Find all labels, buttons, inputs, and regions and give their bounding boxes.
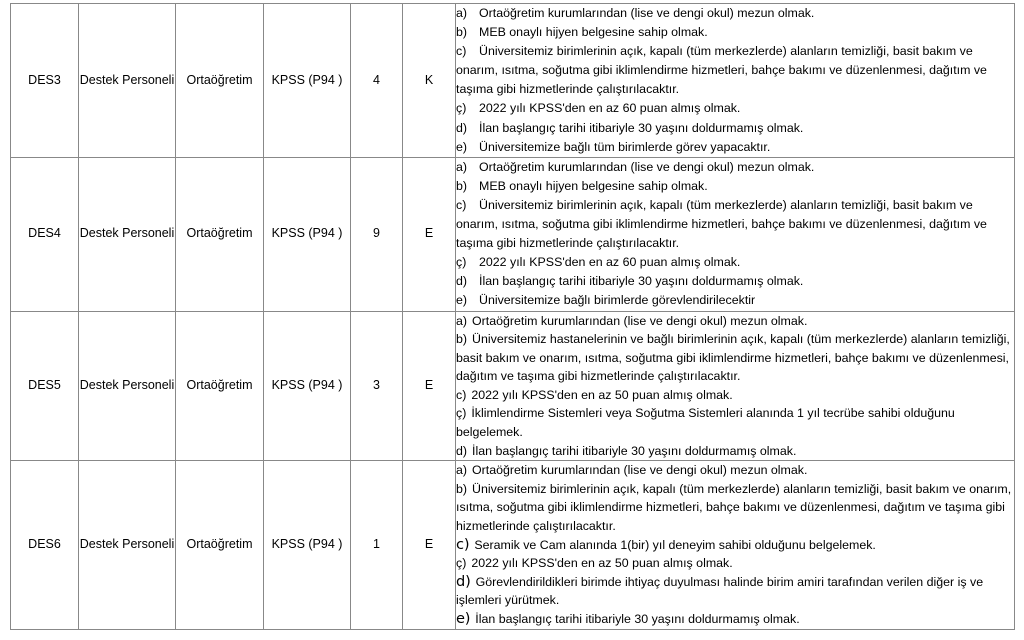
requirement-marker: d) <box>456 443 468 458</box>
requirement-item <box>456 386 1014 405</box>
cell-exam-type: KPSS (P94 ) <box>264 4 351 158</box>
table-row <box>11 4 1015 158</box>
requirement-marker: c) <box>456 44 467 59</box>
cell-position-title: Destek Personeli <box>79 461 176 629</box>
requirement-text: Üniversitemiz hastanelerinin ve bağlı birimlerinin açık, kapalı (tüm merkezlerde) alanların temizliği, basit bakım ve onarım, ısıtma, soğutma gibi iklimlendirme hizmetleri, bahçe bakımı ve düzenlenmesi, dağıtım ve taşıma gibi hizmetlerinde çalıştırılacaktır. <box>456 332 1010 384</box>
requirement-item <box>456 119 1014 138</box>
requirement-text: Seramik ve Cam alanında 1(bir) yıl deneyim sahibi olduğunu belgelemek. <box>474 537 876 552</box>
cell-exam-type: KPSS (P94 ) <box>264 461 351 629</box>
requirement-text: İklimlendirme Sistemleri veya Soğutma Sistemleri alanında 1 yıl tecrübe sahibi olduğunu belgelemek. <box>456 406 955 440</box>
requirement-item <box>456 480 1014 536</box>
cell-position-title: Destek Personeli <box>79 4 176 158</box>
requirement-text: İlan başlangıç tarihi itibariyle 30 yaşını doldurmamış olmak. <box>472 443 797 458</box>
requirement-text: Üniversitemize bağlı tüm birimlerde görev yapacaktır. <box>479 139 771 154</box>
requirement-marker: e) <box>456 610 471 627</box>
cell-position-title: Destek Personeli <box>79 311 176 461</box>
table-row <box>11 461 1015 629</box>
requirement-item <box>456 442 1014 461</box>
requirement-text: Ortaöğretim kurumlarından (lise ve dengi okul) mezun olmak. <box>479 159 815 174</box>
requirement-item <box>456 291 1014 310</box>
requirement-text: MEB onaylı hijyen belgesine sahip olmak. <box>479 25 708 40</box>
requirement-marker: b) <box>456 25 468 40</box>
table-row <box>11 157 1015 311</box>
requirement-item <box>456 253 1014 272</box>
cell-gender: K <box>403 4 456 158</box>
cell-requirements <box>456 461 1015 629</box>
requirement-text: İlan başlangıç tarihi itibariyle 30 yaşını doldurmamış olmak. <box>479 274 804 289</box>
requirement-text: Ortaöğretim kurumlarından (lise ve dengi okul) mezun olmak. <box>472 313 808 328</box>
cell-quantity: 9 <box>351 157 403 311</box>
requirement-item <box>456 272 1014 291</box>
requirement-text: İlan başlangıç tarihi itibariyle 30 yaşını doldurmamış olmak. <box>475 612 800 626</box>
requirement-text: 2022 yılı KPSS'den en az 60 puan almış olmak. <box>479 255 741 270</box>
cell-quantity: 1 <box>351 461 403 629</box>
requirement-item <box>456 4 1014 23</box>
requirement-marker: ç) <box>456 101 467 116</box>
cell-position-code: DES4 <box>11 157 79 311</box>
requirement-marker: a) <box>456 6 468 20</box>
requirement-marker: e) <box>456 293 468 308</box>
requirement-marker: ç) <box>456 406 467 421</box>
cell-education-level: Ortaöğretim <box>176 4 264 158</box>
requirement-item <box>456 99 1014 118</box>
cell-gender: E <box>403 461 456 629</box>
requirement-marker: a) <box>456 463 468 478</box>
requirement-text: İlan başlangıç tarihi itibariyle 30 yaşını doldurmamış olmak. <box>479 120 804 135</box>
requirement-marker: d) <box>456 274 468 289</box>
cell-position-code: DES3 <box>11 4 79 158</box>
cell-education-level: Ortaöğretim <box>176 157 264 311</box>
requirement-text: Ortaöğretim kurumlarından (lise ve dengi okul) mezun olmak. <box>479 6 815 20</box>
requirement-item <box>456 461 1014 480</box>
requirement-item <box>456 330 1014 386</box>
requirement-item <box>456 404 1014 441</box>
requirement-text: Üniversitemiz birimlerinin açık, kapalı (tüm merkezlerde) alanların temizliği, basit bakım ve onarım, ısıtma, soğutma gibi iklimlendirme hizmetleri, bahçe bakımı ve düzenlenmesi, dağıtım ve taşıma gibi hizmetlerinde çalıştırılacaktır. <box>456 481 1012 534</box>
requirement-text: 2022 yılı KPSS'den en az 60 puan almış olmak. <box>479 101 741 116</box>
cell-position-code: DES6 <box>11 461 79 629</box>
requirement-marker: d) <box>456 572 471 590</box>
requirement-item <box>456 312 1014 331</box>
requirement-marker: ç) <box>456 255 467 270</box>
requirement-text: MEB onaylı hijyen belgesine sahip olmak. <box>479 178 708 193</box>
requirement-text: Görevlendirildikleri birimde ihtiyaç duyulması halinde birim amiri tarafından verilen diğer iş ve işlemleri yürütmek. <box>456 574 984 608</box>
cell-requirements <box>456 4 1015 158</box>
requirement-text: Ortaöğretim kurumlarından (lise ve dengi okul) mezun olmak. <box>472 463 808 478</box>
table-row <box>11 311 1015 461</box>
cell-exam-type: KPSS (P94 ) <box>264 157 351 311</box>
cell-quantity: 3 <box>351 311 403 461</box>
cell-requirements <box>456 311 1015 461</box>
requirement-marker: d) <box>456 120 468 135</box>
requirement-text: 2022 yılı KPSS'den en az 50 puan almış olmak. <box>471 387 733 402</box>
requirement-text: 2022 yılı KPSS'den en az 50 puan almış olmak. <box>471 556 733 571</box>
cell-position-title: Destek Personeli <box>79 157 176 311</box>
cell-gender: E <box>403 157 456 311</box>
requirement-marker: b) <box>456 481 468 496</box>
requirement-marker: e) <box>456 139 468 154</box>
requirement-item <box>456 536 1014 555</box>
requirement-text: Üniversitemiz birimlerinin açık, kapalı (tüm merkezlerde) alanların temizliği, basit bakım ve onarım, ısıtma, soğutma gibi iklimlendirme hizmetleri, bahçe bakımı ve düzenlenmesi, dağıtım ve taşıma gibi hizmetlerinde çalıştırılacaktır. <box>456 197 987 251</box>
requirement-item <box>456 177 1014 196</box>
requirement-marker: b) <box>456 332 468 347</box>
cell-requirements <box>456 157 1015 311</box>
requirement-text: Üniversitemiz birimlerinin açık, kapalı (tüm merkezlerde) alanların temizliği, basit bakım ve onarım, ısıtma, soğutma gibi iklimlendirme hizmetleri, bahçe bakımı ve düzenlenmesi, dağıtım ve taşıma gibi hizmetlerinde çalıştırılacaktır. <box>456 44 987 97</box>
requirement-marker: a) <box>456 313 468 328</box>
requirement-item <box>456 573 1014 610</box>
requirement-item <box>456 158 1014 177</box>
requirement-item <box>456 23 1014 42</box>
requirement-text: Üniversitemize bağlı birimlerde görevlendirilecektir <box>479 293 756 308</box>
cell-gender: E <box>403 311 456 461</box>
positions-table <box>10 3 1015 630</box>
requirement-marker: b) <box>456 178 468 193</box>
cell-exam-type: KPSS (P94 ) <box>264 311 351 461</box>
requirement-item <box>456 42 1014 99</box>
requirement-marker: c) <box>456 387 467 402</box>
requirement-item <box>456 610 1014 629</box>
requirement-marker: ç) <box>456 556 467 571</box>
requirement-item <box>456 196 1014 253</box>
table-body <box>11 4 1015 630</box>
cell-education-level: Ortaöğretim <box>176 311 264 461</box>
requirement-marker: c) <box>456 535 470 553</box>
cell-quantity: 4 <box>351 4 403 158</box>
requirement-item <box>456 554 1014 573</box>
requirement-item <box>456 138 1014 157</box>
cell-position-code: DES5 <box>11 311 79 461</box>
requirement-marker: c) <box>456 197 467 212</box>
requirement-marker: a) <box>456 159 468 174</box>
cell-education-level: Ortaöğretim <box>176 461 264 629</box>
